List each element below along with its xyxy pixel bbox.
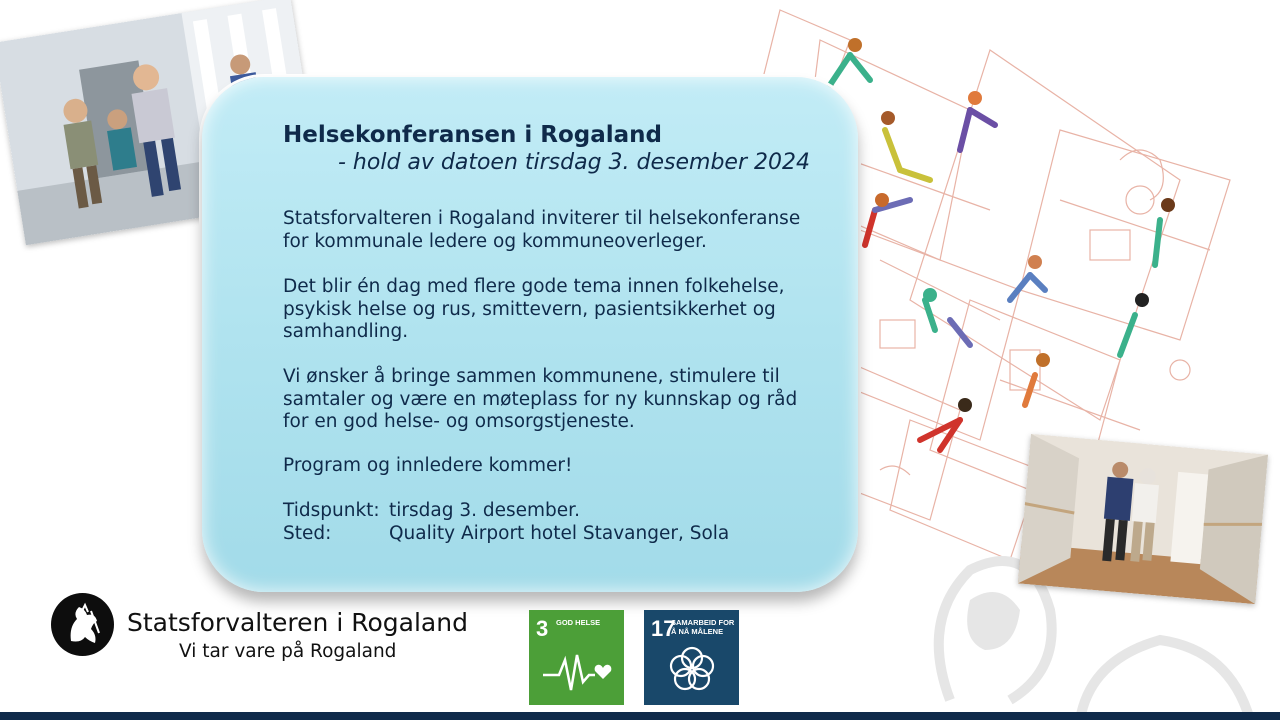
conference-title: Helsekonferansen i Rogaland xyxy=(283,122,663,148)
sdg-17-number: 17 xyxy=(651,616,676,641)
time-value: tirsdag 3. desember. xyxy=(389,500,580,521)
sdg-3-number: 3 xyxy=(536,616,549,641)
organisation-tagline: Vi tar vare på Rogaland xyxy=(179,641,397,662)
sdg-17-label: SAMARBEID FOR Å NÅ MÅLENE xyxy=(671,618,735,636)
sdg-3-tile xyxy=(529,610,624,705)
elderly-walking-photo xyxy=(1018,434,1268,604)
footer-bar xyxy=(0,712,1280,720)
invitation-paragraph: Statsforvalteren i Rogaland inviterer til helsekonferanse for kommunale ledere og kommuneoverleger. xyxy=(283,208,801,252)
purpose-paragraph: Vi ønsker å bringe sammen kommunene, stimulere til samtaler og være en møteplass for ny kunnskap og råd for en god helse- og omsorgstjeneste. xyxy=(283,366,798,432)
sdg-17-tile xyxy=(644,610,739,705)
sdg-3-label: GOD HELSE xyxy=(556,618,601,627)
heartbeat-icon xyxy=(541,650,613,695)
organisation-name: Statsforvalteren i Rogaland xyxy=(127,608,468,637)
time-row xyxy=(283,500,580,521)
topics-paragraph: Det blir én dag med flere gode tema innen folkehelse, psykisk helse og rus, smittevern, pasientsikkerhet og samhandling. xyxy=(283,276,785,342)
conference-subtitle: - hold av datoen tirsdag 3. desember 2024 xyxy=(338,150,810,175)
program-note: Program og innledere kommer! xyxy=(283,455,573,476)
location-label: Sted: xyxy=(283,523,332,544)
location-value: Quality Airport hotel Stavanger, Sola xyxy=(389,523,730,544)
coat-of-arms-logo xyxy=(51,593,114,656)
location-row xyxy=(283,523,729,544)
flower-rings-icon xyxy=(666,644,718,696)
time-label: Tidspunkt: xyxy=(283,500,380,521)
